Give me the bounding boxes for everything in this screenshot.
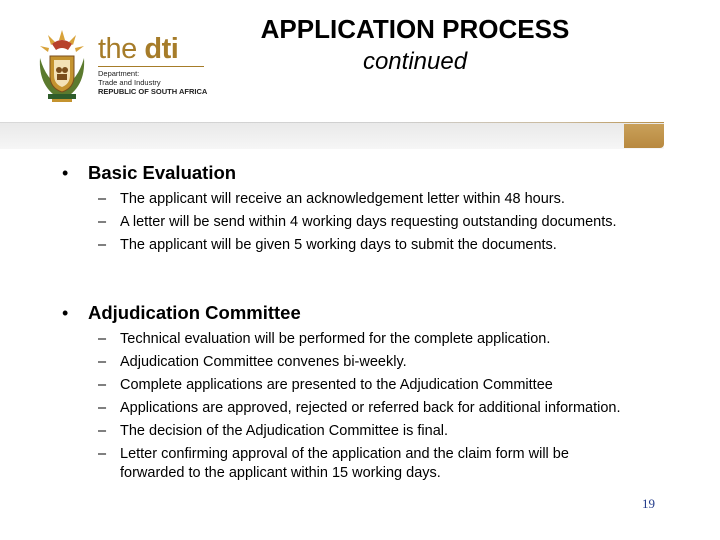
list-item-text: The applicant will be given 5 working days to submit the documents.: [120, 237, 557, 253]
page-number: 19: [642, 496, 655, 511]
sub-item-list: [62, 190, 625, 255]
south-africa-coat-of-arms-icon: [34, 28, 90, 104]
dash-icon: –: [98, 191, 107, 207]
sub-item-list: [62, 330, 625, 483]
dash-icon: –: [98, 423, 107, 439]
list-item: [62, 190, 625, 209]
list-item: [62, 422, 625, 441]
list-item-text: Applications are approved, rejected or referred back for additional information.: [120, 400, 621, 416]
list-item: [62, 376, 625, 395]
dash-icon: –: [98, 237, 107, 253]
header-band: [0, 123, 664, 149]
logo-line-department: Department:: [98, 69, 140, 78]
list-item-text: The applicant will receive an acknowledgement letter within 48 hours.: [120, 191, 565, 207]
slide-title: APPLICATION PROCESS: [260, 14, 570, 44]
slide-subtitle: continued: [362, 48, 468, 75]
dash-icon: –: [98, 400, 107, 416]
logo-wordmark: [98, 33, 178, 66]
section-heading: Basic Evaluation: [88, 162, 237, 183]
list-item-text: Complete applications are presented to the Adjudication Committee: [120, 377, 553, 393]
list-item: [62, 399, 625, 418]
list-item-text: The decision of the Adjudication Committee is final.: [120, 423, 449, 439]
list-item-text: Technical evaluation will be performed for the complete application.: [120, 331, 551, 347]
bullet-icon: •: [62, 163, 69, 183]
list-item: [62, 353, 625, 372]
dash-icon: –: [98, 354, 107, 370]
list-item: [62, 236, 625, 255]
header-accent-tab: [624, 124, 664, 148]
section-adjudication-committee: [62, 302, 625, 487]
section-heading: Adjudication Committee: [88, 302, 301, 323]
dash-icon: –: [98, 377, 107, 393]
dash-icon: –: [98, 331, 107, 347]
bullet-icon: •: [62, 303, 69, 323]
logo-line-trade-industry: Trade and Industry: [98, 78, 161, 87]
list-item-text: Letter confirming approval of the application and the claim form will be forwarded to the applicant within 15 working days.: [120, 446, 569, 481]
dash-icon: –: [98, 446, 107, 462]
dash-icon: –: [98, 214, 107, 230]
logo-line-republic: REPUBLIC OF SOUTH AFRICA: [98, 87, 208, 96]
logo-text: [98, 69, 207, 96]
list-item: [62, 213, 625, 232]
logo-divider: [98, 66, 204, 67]
logo-wordmark-dti: dti: [144, 33, 179, 65]
list-item: [62, 445, 625, 483]
list-item-text: A letter will be send within 4 working days requesting outstanding documents.: [120, 214, 617, 230]
logo-wordmark-the: the: [98, 33, 145, 65]
section-basic-evaluation: [62, 162, 625, 259]
list-item: [62, 330, 625, 349]
list-item-text: Adjudication Committee convenes bi-weekly.: [120, 354, 407, 370]
